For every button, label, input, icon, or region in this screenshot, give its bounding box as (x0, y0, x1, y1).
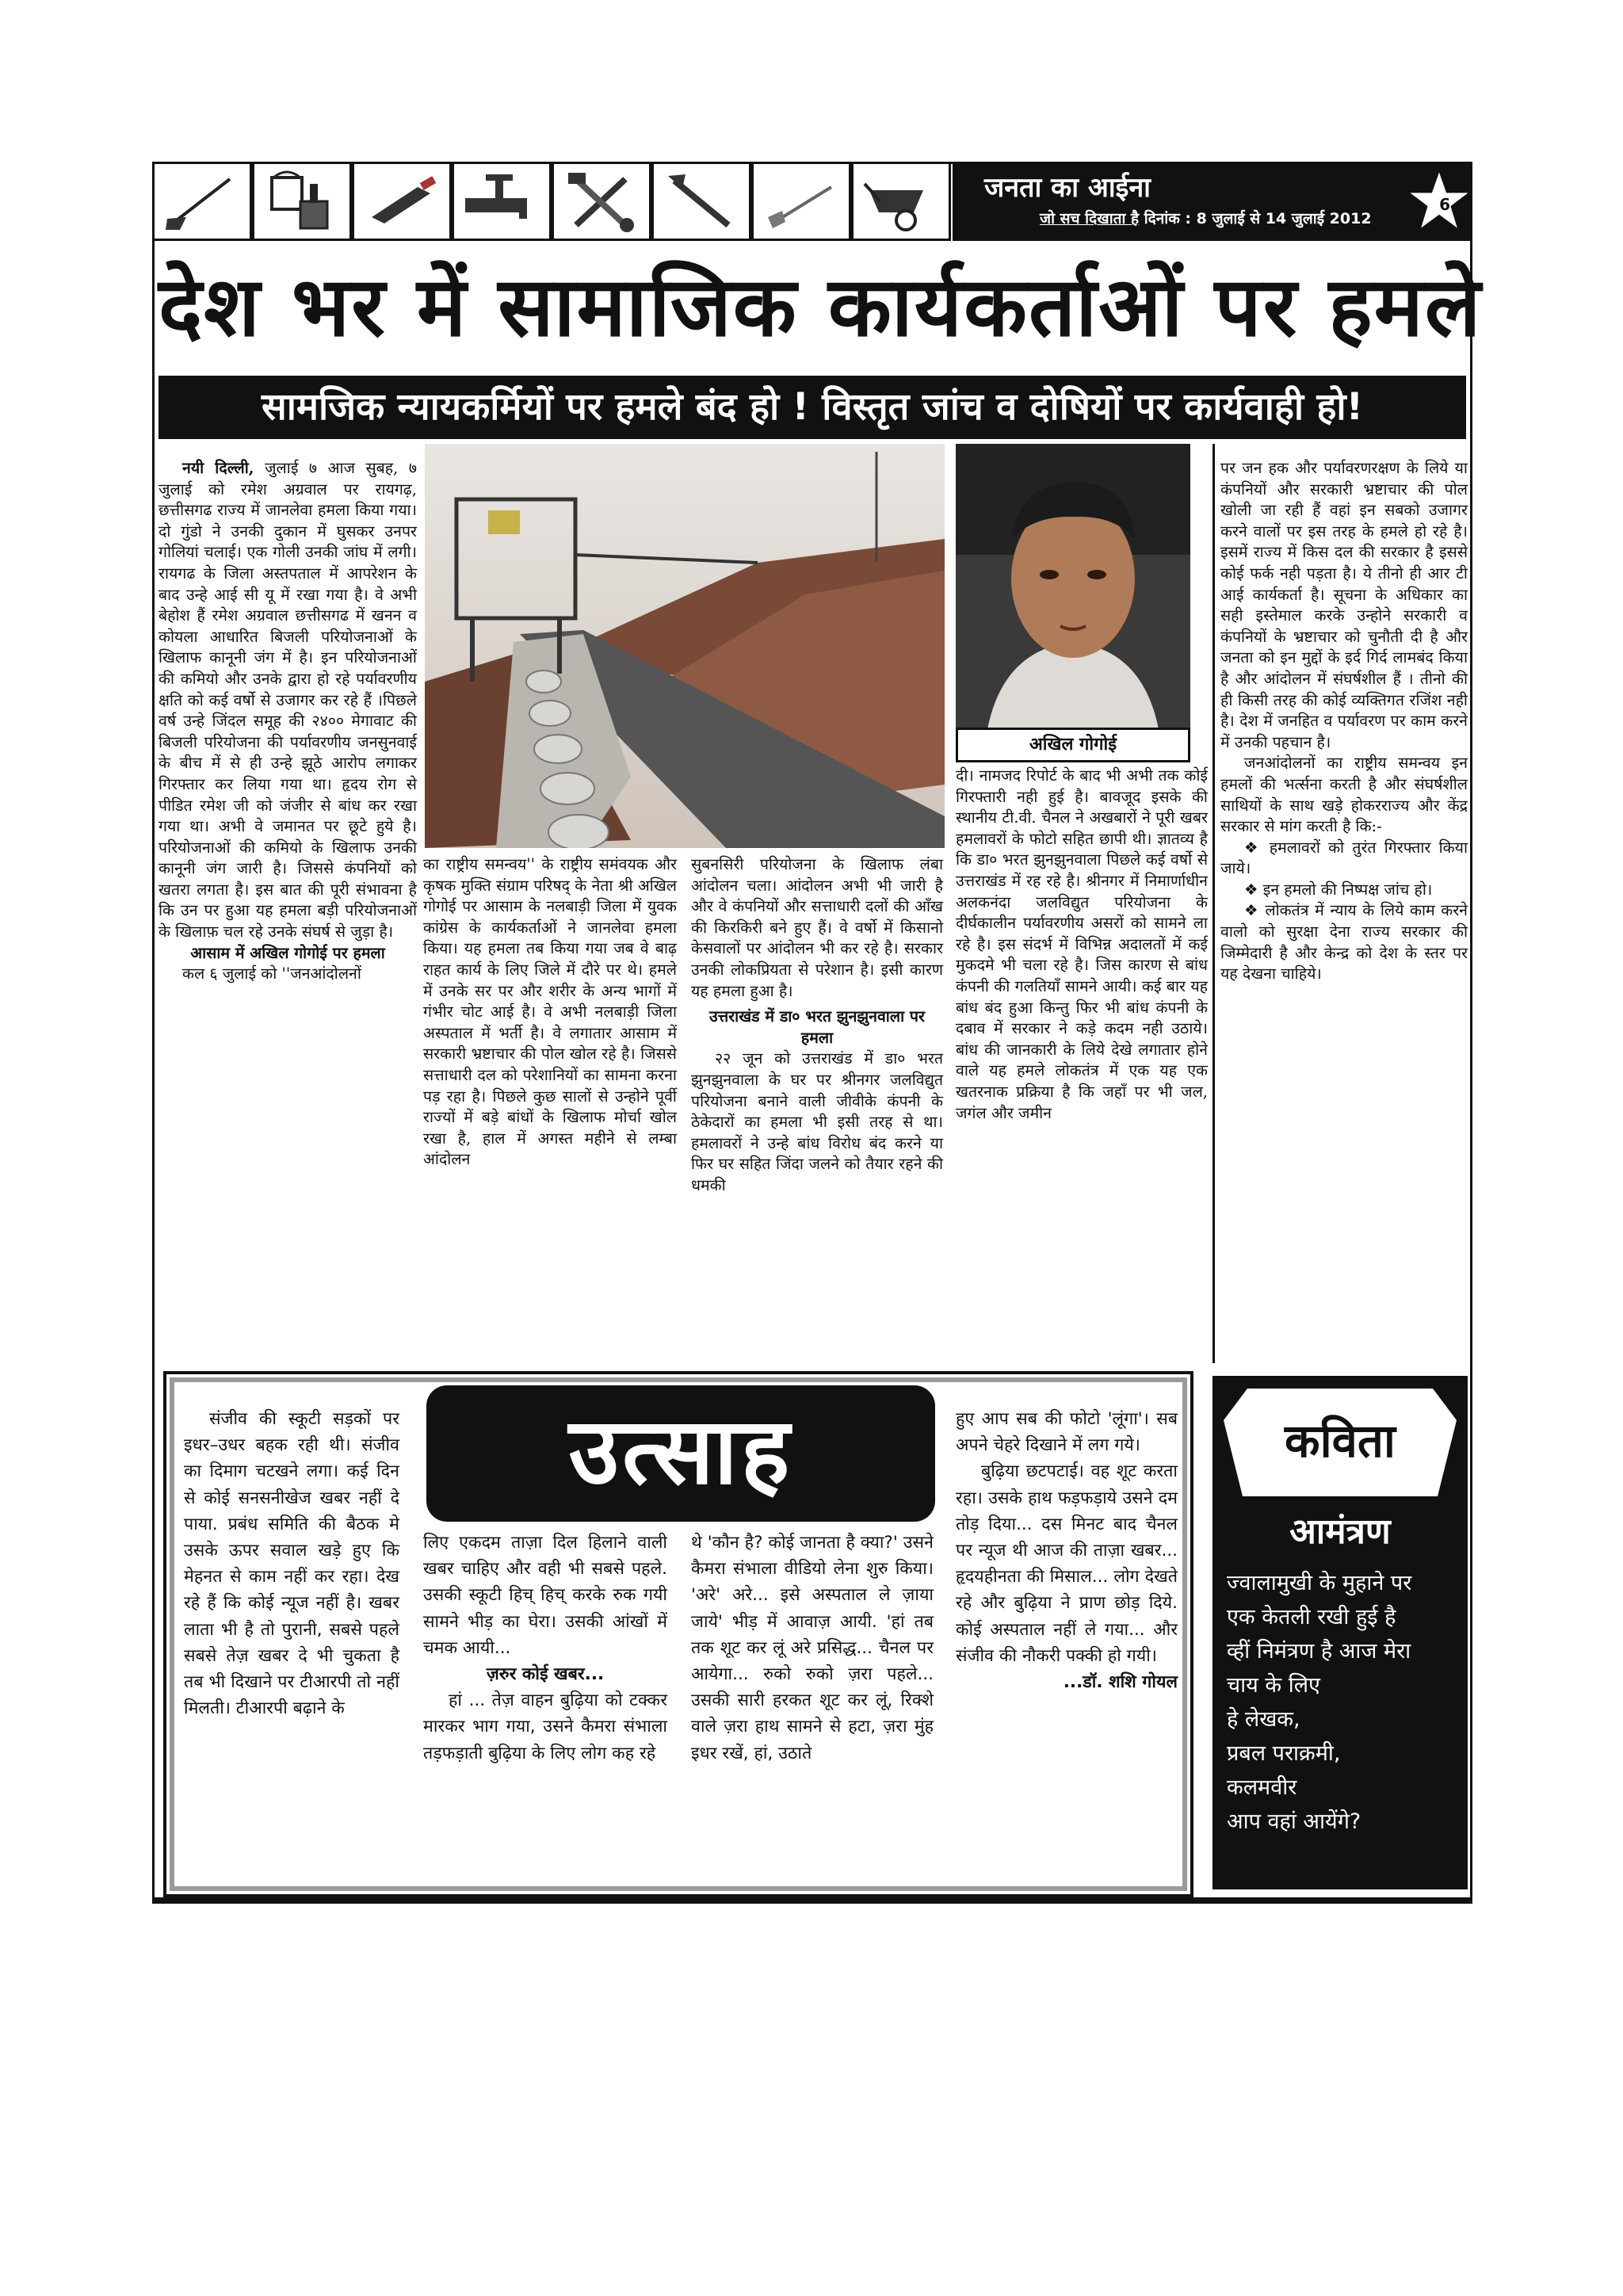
article-column-3 (691, 854, 943, 1197)
story-column-1 (184, 1406, 399, 1721)
photo-caption: अखिल गोगोई (956, 728, 1190, 762)
poem-line: चाय के लिए (1227, 1673, 1320, 1698)
pipe-wrench-icon (651, 162, 751, 241)
poem-line: कलमवीर (1227, 1775, 1297, 1800)
trowel-icon (352, 162, 452, 241)
issue-date: दिनांक : 8 जुलाई से 14 जुलाई 2012 (1144, 210, 1372, 227)
paragraph: पर जन हक और पर्यावरणरक्षण के लिये या कंपनियों और सरकारी भ्रष्टाचार की पोल खोली जा रही हैं वहां इन सबको उजागर करने वालों पर इस तरह के हमले हो रहे है। इसमें राज्य में किस दल की सरकार है इससे कोई फर्क नही पड़ता है। ये तीनो ही आर टी आई कार्यकर्ता है। सूचना के अधिकार का सही इस्तेमाल करके उन्होने सरकारी व कंपनियों के भ्रष्टाचार को चुनौती दी है और जनता को इन मुद्दों के इर्द गिर्द लामबंद किया है और आंदोलन में संघर्षशील हैं । तीनो की ही किसी तरह की कोई व्यक्तिगत रजिंश नही है। देश में जनहित व पर्यावरण पर काम करने में उनकी पहचान है। (1220, 459, 1468, 751)
diamond-bullet-icon: ❖ (1244, 901, 1266, 920)
tool-icon-strip (152, 162, 953, 241)
poem-line: प्रबल पराक्रमी, (1227, 1741, 1341, 1766)
story-title-banner (426, 1385, 935, 1522)
paragraph: जुलाई ७ आज सुबह, ७ जुलाई को रमेश अग्रवाल पर रायगढ़, छत्तीसगढ राज्य में जानलेवा हमला किया गया। दो गुंडो ने उनकी दुकान में घुसकर उनपर गोलियां चलाई। एक गोली उनकी जांघ में लगी। रायगढ के जिला अस्तपताल में आपरेशन के बाद उन्हे आई सी यू में रखा गया है। वे अभी बेहोश हैं रमेश अग्रवाल छत्तीसगढ में खनन व कोयला आधारित बिजली परियोजनाओं के खिलाफ कानूनी जंग में है। इन परियोजनाओं की कमियो और उनके द्वारा हो रहे पर्यावरणीय क्षति को कई वर्षो से उजागर कर रहे हैं ।पिछले वर्ष उन्हे जिंदल समूह की २४०० मेगावाट की बिजली परियोजना की पर्यावरणीय जनसुनवाई के बीच में से ही उन्हे झूठे आरोप लगाकर गिरफ्तार कर लिया गया था। हृदय रोग से पीडित रमेश जी को जंजीर से बांध कर रखा गया था। अभी वे जमानत पर छूटे हुये है। परियोजनाओं की कमियो के खिलाफ उनकी कानूनी जंग जारी है। जिससे कंपनियों को खतरा लगता है। इस बात की पूरी संभावना है कि उन पर हुआ यह हमला बड़ी परियोजनाओं के खिलाफ़ चल रहे उनके संघर्ष से जुड़ा है। (158, 459, 418, 942)
diamond-bullet-icon: ❖ (1244, 880, 1263, 899)
bottom-rule (152, 1897, 1472, 1902)
story-title: उत्साह (568, 1398, 793, 1505)
article-column-1 (158, 458, 417, 985)
paragraph: हां ... तेज़ वाहन बुढ़िया को टक्कर मारकर भाग गया, उसने कैमरा संभाला तड़फड़ाती बुढ़िया के लिए लोग कह रहे (423, 1690, 667, 1763)
paragraph: हुए आप सब की फोटो 'लूंगा'। सब अपने चेहरे दिखाने में लग गये। (956, 1409, 1178, 1456)
dateline: नयी दिल्ली, (182, 459, 254, 477)
demand-item: ❖ लोकतंत्र में न्याय के लिये काम करने वालो को सुरक्षा देना राज्य सरकार की जिम्मेदारी है और केन्द्र को देश के स्तर पर यह देखना चाहिये। (1220, 901, 1468, 984)
portrait-photo (956, 444, 1190, 729)
paragraph: का राष्ट्रीय समन्वय'' के राष्ट्रीय समंवयक और कृषक मुक्ति संग्राम परिषद् के नेता श्री अखिल गोगोई पर आसाम के नलबाड़ी जिला में युवक कांग्रेस के कार्यकर्ताओं ने जानलेवा हमला किया। यह हमला तब किया गया जब वे बाढ़ राहत कार्य के लिए जिले में दौरे पर थे। हमले में उनके सर पर और शरीर के अन्य भागों में गंभीर चोट आई है। वे अभी नलबाड़ी जिला अस्पताल में भर्ती है। वे लगातार आसाम में सरकारी भ्रष्टाचार की पोल खोल रहे है। जिससे सत्ताधारी दल को परेशानियों का सामना करना पड़ रहा है। पिछले कुछ सालों से उन्होने पूर्वी राज्यों में बड़े बांधों के खिलाफ मोर्चा खोल रखा है, हाल में अगस्त महीने से लम्बा आंदोलन (423, 855, 677, 1169)
subheading: आसाम में अखिल गोगोई पर हमला (190, 943, 385, 962)
main-headline: देश भर में सामाजिक कार्यकर्ताओं पर हमले (158, 258, 1483, 355)
masthead-tagline-line (1040, 208, 1372, 228)
spade-icon (751, 162, 851, 241)
hammer-wrench-icon (552, 162, 651, 241)
masthead (953, 162, 1472, 241)
paragraph: दी। नामजद रिपोर्ट के बाद भी अभी तक कोई गिरफ्तारी नही हुई है। बावजूद इसके की स्थानीय टी.वी. चैनल ने अखबारों ने पूरी खबर हमलावरों के फोटो सहित छापी थी। ज्ञातव्य है कि डा० भरत झुनझुनवाला पिछले कई वर्षो से उत्तराखंड में रह रहे है। श्रीनगर में निमार्णाधीन अलकनंदा जलविद्युत परियोजना के दीर्घकालीन पर्यावरणीय असरों को सामने ला रहे है। इस संदर्भ में विभिन्न अदालतों में कई मुकदमे भी चला रहे है। जिस कारण से बांध कंपनी की गलतियाँ सामने आयी। कई बार यह बांध बंद हुआ किन्तु फिर भी बांध कंपनी के दबाव में सरकार ने कड़े कदम नही उठाये। बांध की जानकारी के लिये देखे लगातार होने वाले यह हमले लोकतंत्र में एक यह एक खतरनाक प्रक्रिया है कि जहाँ पर भी जल, जगंल और जमीन (956, 766, 1208, 1122)
story-column-3 (691, 1530, 934, 1767)
story-author: ...डॉ. शशि गोयल (1063, 1672, 1178, 1693)
poem-section-badge (1224, 1389, 1457, 1496)
tagline: जो सच दिखाता है (1040, 210, 1140, 227)
newspaper-name: जनता का आईना (984, 172, 1151, 204)
article-column-4 (956, 766, 1208, 1124)
poem-section-label: कविता (1285, 1414, 1396, 1468)
poem-line: ज्वालामुखी के मुहाने पर (1227, 1571, 1412, 1595)
column-divider (1212, 444, 1215, 1363)
poem-line: व्हीं निमंत्रण है आज मेरा (1227, 1639, 1411, 1664)
poem-title: आमंत्रण (1289, 1511, 1391, 1552)
conveyor-belt-photo (425, 444, 945, 848)
diamond-bullet-icon: ❖ (1244, 838, 1270, 857)
paint-bucket-icon (252, 162, 352, 241)
demand-item: ❖ हमलावरों को तुरंत गिरफ्तार किया जाये। (1220, 838, 1468, 878)
poem-body (1227, 1566, 1465, 1839)
story-column-4 (956, 1406, 1178, 1695)
demand-item: ❖ इन हमलो की निष्पक्ष जांच हो। (1244, 880, 1433, 899)
subheading: उत्तराखंड में डा० भरत झुनझुनवाला पर हमला (709, 1007, 925, 1047)
poem-line: एक केतली रखी हुई है (1227, 1605, 1396, 1629)
page-number: 6 (1439, 195, 1450, 214)
paragraph: सुबनसिरी परियोजना के खिलाफ लंबा आंदोलन चला। आंदोलन अभी भी जारी है और वे कंपनियों और सत्ताधारी दलों की आँख की किरकिरी बने हुए हैं। वे वर्षो में किसानो केसवालों पर आंदोलन भी कर रहे है। सरकार उनकी लोकप्रियता से परेशान है। इसी कारण यह हमला हुआ है। (691, 855, 943, 1000)
article-column-2 (423, 854, 677, 1171)
paragraph: जनआंदोलनों का राष्ट्रीय समन्वय इन हमलों की भर्त्सना करती है और संघर्षशील साथियों के साथ खड़े होकरराज्य और केंद्र सरकार से मांग करती है कि:- (1220, 754, 1468, 836)
water-tap-icon (452, 162, 552, 241)
paragraph: कल ६ जुलाई को ''जनआंदोलनों (182, 965, 361, 984)
paragraph: थे 'कौन है? कोई जानता है क्या?' उसने कैमरा संभाला वीडियो लेना शुरु किया। 'अरे' अरे... इसे अस्पताल ले ज़ाया जाये' भीड़ में आवाज़ आयी. 'हां तब तक शूट कर लूं अरे प्रसिद्ध... चैनल पर आयेगा... रुको रुको ज़रा पहले... उसकी सारी हरकत शूट कर लूं, रिक्शे वाले ज़रा हाथ सामने से हटा, ज़रा मुंह इधर रखें, हां, उठाते (691, 1533, 934, 1763)
subheading: ज़रुर कोई खबर... (486, 1664, 605, 1685)
hoe-icon (152, 162, 252, 241)
poem-line: हे लेखक, (1227, 1707, 1300, 1732)
story-column-2 (423, 1530, 667, 1767)
poem-line: आप वहां आयेंगे? (1227, 1809, 1361, 1834)
paragraph: लिए एकदम ताज़ा दिल हिलाने वाली खबर चाहिए और वही भी सबसे पहले. उसकी स्कूटी हिच् हिच् करके रुक गयी सामने भीड़ का घेरा। उसकी आंखों में चमक आयी... (423, 1533, 667, 1658)
paragraph: बुढ़िया छटपटाई। वह शूट करता रहा। उसके हाथ फड़फड़ाये उसने दम तोड़ दिया... दस मिनट बाद चैनल पर न्यूज थी आज की ताज़ा खबर... हृदयहीनता की मिसाल... लोग देखते रहे और बुढ़िया ने प्राण छोड़ दिये. कोई अस्पताल नहीं ले गया... और संजीव की नौकरी पक्की हो गयी। (956, 1461, 1178, 1666)
article-column-5 (1220, 458, 1468, 985)
paragraph: संजीव की स्कूटी सड़कों पर इधर–उधर बहक रही थी। संजीव का दिमाग चटखने लगा। कई दिन से कोई सनसनीखेज खबर नहीं दे पाया. प्रबंध समिति की बैठक मे उसके ऊपर सवाल खड़े हुए कि मेहनत से काम नहीं कर रहा। देख रहे हैं कि कोई न्यूज नहीं है। खबर लाता भी है तो पुरानी, सबसे पहले सबसे तेज़ खबर दे भी चुकता है तब भी दिखाने पर टीआरपी तो नहीं मिलती। टीआरपी बढ़ाने के (184, 1409, 399, 1719)
sub-headline: सामजिक न्यायकर्मियों पर हमले बंद हो ! विस्तृत जांच व दोषियों पर कार्यवाही हो! (158, 376, 1466, 439)
paragraph: २२ जून को उत्तराखंड में डा० भरत झुनझुनवाला के घर पर श्रीनगर जलविद्युत परियोजना बनाने वाली जीवीके कंपनी के ठेकेदारों का हमला भी इसी तरह से था। हमलावरों ने उन्हे बांध विरोध बंद करने या फिर घर सहित जिंदा जलने को तैयार रहने की धमकी (691, 1049, 943, 1194)
wheelbarrow-icon (851, 162, 951, 241)
